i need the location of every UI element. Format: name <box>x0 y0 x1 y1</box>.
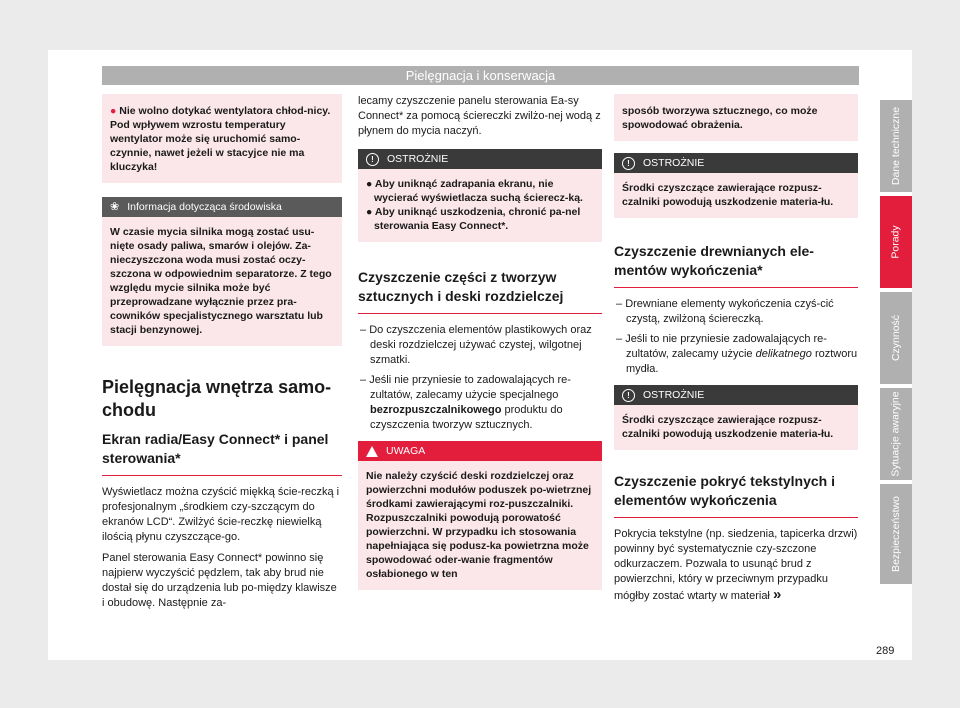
warning-title: UWAGA <box>386 445 426 457</box>
info-icon: ! <box>622 157 635 170</box>
caution-title: OSTROŻNIE <box>643 389 705 401</box>
caution-header <box>614 153 858 173</box>
paragraph: Wyświetlacz można czyścić miękką ście-reczką i profesjonalnym „środkiem czy-szczącym do ekranów LCD“. Zwilżyć ście-reczkę niewielką ilością płynu czyszczące-go. <box>102 486 340 543</box>
continue-arrow-icon: » <box>772 586 782 603</box>
warning-header <box>358 441 602 461</box>
environment-title: Informacja dotycząca środowiska <box>127 201 282 213</box>
tab-czynnosc[interactable]: Czynność <box>880 292 912 384</box>
warning-text: Nie wolno dotykać wentylatora chłod-nicy. Pod wpływem wzrostu temperatury wentylator może się uruchomić samo-czynnie, nawet jeżeli w stacyjce nie ma kluczyka! <box>110 105 331 173</box>
subsection-title: Czyszczenie pokryć tekstylnych i elementów wykończenia <box>614 473 835 508</box>
list-item: – Do czyszczenia elementów plastikowych oraz deski rozdzielczej używać czystej, wilgotnej szmatki. <box>360 324 592 366</box>
paragraph: Pokrycia tekstylne (np. siedzenia, tapicerka drzwi) powinny być systematycznie czy-szczone odkurzaczem. Pozwala to usunąć brud z powierzchni, który w przeciwnym przypadku mógłby zostać wtarty w materiał » <box>614 528 858 603</box>
environment-box <box>102 197 342 346</box>
tab-bezpieczenstwo[interactable]: Bezpieczeństwo <box>880 484 912 584</box>
divider <box>358 313 602 314</box>
bullet-icon: ● <box>110 105 117 117</box>
page-header: Pielęgnacja i konserwacja <box>102 66 859 85</box>
caution-item: ● Aby uniknąć uszkodzenia, chronić pa-nel sterowania Easy Connect*. <box>366 206 581 232</box>
column-1 <box>102 94 342 617</box>
subsection-title: Ekran radia/Easy Connect* i panel sterowania* <box>102 431 329 466</box>
caution-text: Środki czyszczące zawierające rozpusz-czalniki powodują uszkodzenie materia-łu. <box>622 182 834 208</box>
warning-triangle-icon <box>366 446 378 457</box>
warning-text: sposób tworzywa sztucznego, co może spowodować obrażenia. <box>622 105 818 131</box>
caution-box <box>614 153 858 218</box>
divider <box>614 287 858 288</box>
column-3 <box>614 94 858 610</box>
caution-header <box>358 149 602 169</box>
caution-box <box>358 149 602 242</box>
list-item: – Drewniane elementy wykończenia czyś-cić czystą, zwilżoną ściereczką. <box>616 298 834 325</box>
column-2 <box>358 94 602 590</box>
warning-continuation-box <box>614 94 858 141</box>
warning-text: Nie należy czyścić deski rozdzielczej oraz powierzchni modułów poduszek po-wietrznej środkami zawierającymi roz-puszczalniki. Rozpuszczalniki powodują porowatość powierzchni. W przypadku ich stosowania napełniająca się podusz-ka powietrzna może spowodować oder-wanie fragmentów osłabionego w ten <box>366 470 592 580</box>
list-item: – Jeśli to nie przyniesie zadowalających re-zultatów, zalecamy użycie delikatnego roztworu mydła. <box>616 333 858 375</box>
subsection-title: Czyszczenie części z tworzyw sztucznych i deski rozdzielczej <box>358 269 564 304</box>
section-title: Pielęgnacja wnętrza samo-chodu <box>102 377 332 420</box>
tab-dane-techniczne[interactable]: Dane techniczne <box>880 100 912 192</box>
paragraph: lecamy czyszczenie panelu sterowania Ea-sy Connect* za pomocą ściereczki zwilżo-nej wodą z płynem do mycia naczyń. <box>358 95 601 137</box>
caution-text: Środki czyszczące zawierające rozpusz-czalniki powodują uszkodzenie materia-łu. <box>622 414 834 440</box>
subsection-title: Czyszczenie drewnianych ele-mentów wykończenia* <box>614 243 814 278</box>
warning-box <box>358 441 602 590</box>
caution-title: OSTROŻNIE <box>387 153 449 165</box>
divider <box>102 475 342 476</box>
tab-sytuacje-awaryjne[interactable]: Sytuacje awaryjne <box>880 388 912 480</box>
caution-item: ● Aby uniknąć zadrapania ekranu, nie wycierać wyświetlacza suchą ścierecz-ką. <box>366 178 583 204</box>
environment-text: W czasie mycia silnika mogą zostać usu-nięte osady paliwa, smarów i olejów. Za-nieczyszczona woda musi zostać oczy-szczona w odpowiednim separatorze. Z tego względu mycie silnika może być przeprowadzane wyłącznie przez pra-cowników specjalistycznego warsztatu lub stacji benzynowej. <box>110 226 332 336</box>
warning-continuation-box <box>102 94 342 183</box>
info-icon: ! <box>366 153 379 166</box>
caution-title: OSTROŻNIE <box>643 157 705 169</box>
list-item: – Jeśli nie przyniesie to zadowalających re-zultatów, zalecamy użycie specjalnego bezrozpuszczalnikowego produktu do czyszczenia tworzyw sztucznych. <box>360 374 571 431</box>
paragraph: Panel sterowania Easy Connect* powinno się najpierw wyczyścić pędzlem, tak aby brud nie dostał się do urządzenia lub po-między klawisze i obudowę. Następnie za- <box>102 552 337 609</box>
divider <box>614 517 858 518</box>
section-tabs <box>880 100 912 588</box>
caution-box <box>614 385 858 450</box>
page-number: 289 <box>876 645 895 657</box>
environment-header <box>102 197 342 217</box>
leaf-icon: ❀ <box>110 201 120 213</box>
info-icon: ! <box>622 389 635 402</box>
caution-header <box>614 385 858 405</box>
tab-porady[interactable]: Porady <box>880 196 912 288</box>
